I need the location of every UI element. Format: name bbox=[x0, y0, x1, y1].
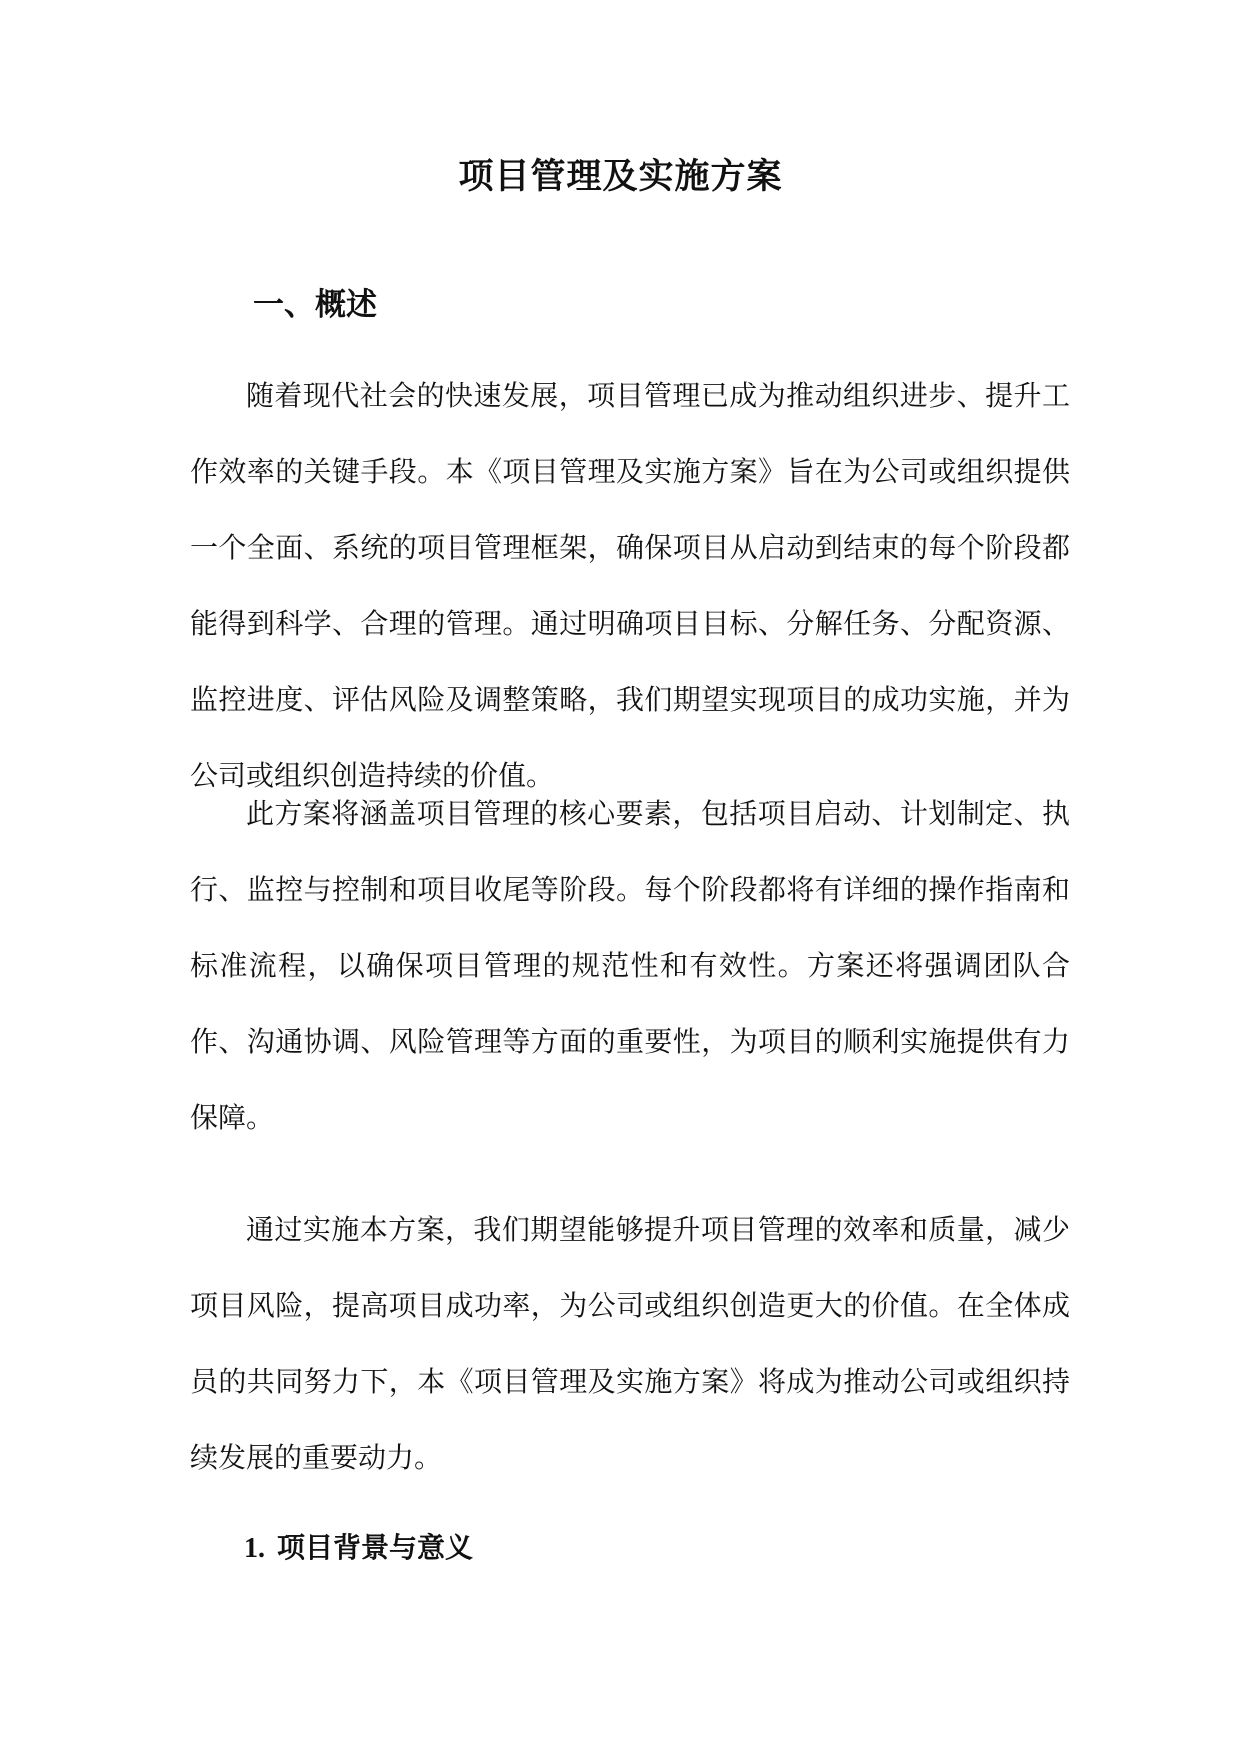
document-title: 项目管理及实施方案 bbox=[458, 156, 783, 197]
subsection-heading bbox=[244, 1528, 473, 1569]
section-heading-overview: 一、概述 bbox=[253, 287, 377, 323]
paragraph: 随着现代社会的快速发展，项目管理已成为推动组织进步、提升工作效率的关键手段。本《项目管理及实施方案》旨在为公司或组织提供一个全面、系统的项目管理框架，确保项目从启动到结束的每个阶段都能得到科学、合理的管理。通过明确项目目标、分解任务、分配资源、监控进度、评估风险及调整策略，我们期望实现项目的成功实施，并为公司或组织创造持续的价值。 bbox=[190, 379, 1070, 792]
subsection-title: 项目背景与意义 bbox=[277, 1531, 474, 1564]
paragraph: 通过实施本方案，我们期望能够提升项目管理的效率和质量，减少项目风险，提高项目成功率，为公司或组织创造更大的价值。在全体成员的共同努力下，本《项目管理及实施方案》将成为推动公司或组织持续发展的重要动力。 bbox=[190, 1213, 1070, 1474]
paragraph: 此方案将涵盖项目管理的核心要素，包括项目启动、计划制定、执行、监控与控制和项目收尾等阶段。每个阶段都将有详细的操作指南和标准流程，以确保项目管理的规范性和有效性。方案还将强调团队合作、沟通协调、风险管理等方面的重要性，为项目的顺利实施提供有力保障。 bbox=[190, 797, 1070, 1134]
subsection-number: 1. bbox=[244, 1533, 265, 1564]
